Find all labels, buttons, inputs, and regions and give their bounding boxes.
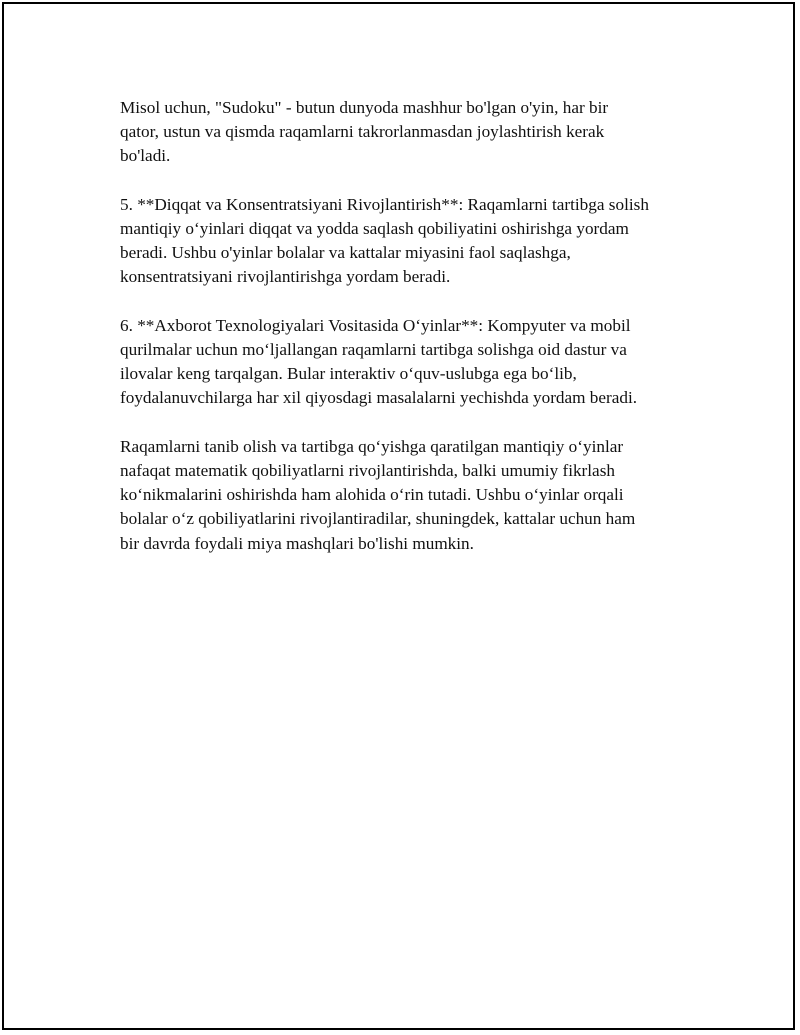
paragraph-attention-concentration: 5. **Diqqat va Konsentratsiyani Rivojlantirish**: Raqamlarni tartibga solish mantiqiy o‘yinlari diqqat va yodda saqlash qobiliyatini oshirishga yordam beradi. Ushbu o'yinlar bolalar va kattalar miyasini faol saqlashga, konsentratsiyani rivojlantirishga yordam beradi. [120,194,649,287]
paragraph-it-games: 6. **Axborot Texnologiyalari Vositasida O‘yinlar**: Kompyuter va mobil qurilmalar uchun mo‘ljallangan raqamlarni tartibga solishga oid dastur va ilovalar keng tarqalgan. Bular interaktiv o‘quv-uslubga ega bo‘lib, foydalanuvchilarga har xil qiyosdagi masalalarni yechishda yordam beradi. [120,315,638,408]
paragraph-sudoku-example: Misol uchun, "Sudoku" - butun dunyoda mashhur bo'lgan o'yin, har bir qator, ustun va qismda raqamlarni takrorlanmasdan joylashtirish kerak bo'ladi. [120,98,609,166]
document-body [120,96,700,580]
page-frame [2,2,795,1030]
paragraph-conclusion: Raqamlarni tanib olish va tartibga qo‘yishga qaratilgan mantiqiy o‘yinlar nafaqat matematik qobiliyatlarni rivojlantirishda, balki umumiy fikrlash ko‘nikmalarini oshirishda ham alohida o‘rin tutadi. Ushbu o‘yinlar orqali bolalar o‘z qobiliyatlarini rivojlantiradilar, shuningdek, kattalar uchun ham bir davrda foydali miya mashqlari bo'lishi mumkin. [120,436,636,553]
